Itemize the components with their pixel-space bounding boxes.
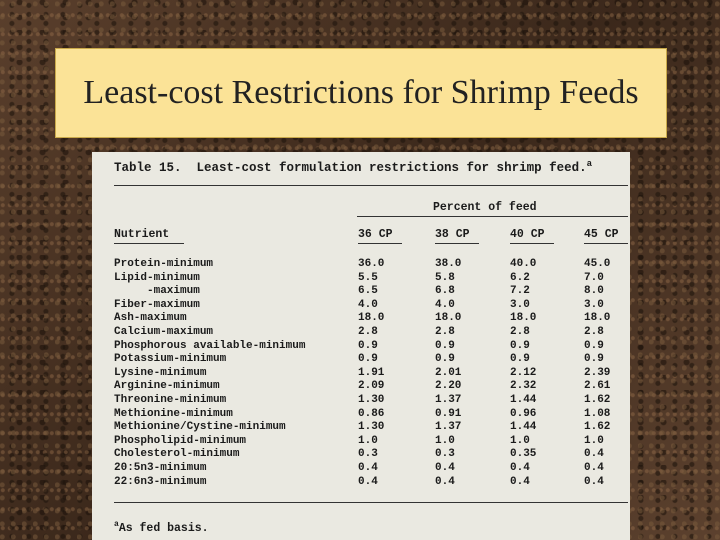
table-row: [114, 272, 630, 286]
value-cell: 0.86: [358, 407, 385, 420]
value-cell: 1.30: [358, 393, 385, 406]
table-footnote: [114, 520, 209, 535]
value-cell: 1.44: [510, 421, 537, 434]
value-cell: 0.9: [584, 339, 604, 352]
value-cell: 0.4: [358, 475, 378, 488]
value-cell: 0.4: [510, 475, 530, 488]
value-cell: 1.62: [584, 393, 611, 406]
value-cell: 0.9: [584, 353, 604, 366]
percent-of-feed-header: Percent of feed: [433, 201, 537, 214]
slide-title: Least-cost Restrictions for Shrimp Feeds: [83, 74, 639, 111]
table-row: [114, 285, 630, 299]
table-row: [114, 258, 630, 272]
nutrient-label: Cholesterol-minimum: [114, 448, 240, 461]
nutrient-label: 20:5n3-minimum: [114, 461, 207, 474]
value-cell: 2.8: [435, 325, 455, 338]
nutrient-label: 22:6n3-minimum: [114, 475, 207, 488]
footnote-text: As fed basis.: [118, 521, 209, 535]
value-cell: 2.8: [584, 325, 604, 338]
nutrient-label: Fiber-maximum: [114, 298, 200, 311]
percent-header-rule: [357, 216, 628, 217]
nutrient-label: Lysine-minimum: [114, 366, 207, 379]
value-cell: 2.20: [435, 380, 462, 393]
value-cell: 5.8: [435, 271, 455, 284]
table-row: [114, 394, 630, 408]
table-caption: [114, 159, 592, 175]
value-cell: 0.9: [358, 353, 378, 366]
value-cell: 0.4: [510, 461, 530, 474]
value-cell: 1.37: [435, 421, 462, 434]
value-cell: 8.0: [584, 285, 604, 298]
column-header-38cp: 38 CP: [435, 228, 470, 241]
column-header-45cp: 45 CP: [584, 228, 619, 241]
value-cell: 3.0: [510, 298, 530, 311]
footnote-mark: a: [114, 520, 119, 529]
table-row: [114, 340, 630, 354]
value-cell: 0.4: [584, 448, 604, 461]
value-cell: 0.4: [584, 475, 604, 488]
nutrient-label: Threonine-minimum: [114, 393, 227, 406]
value-cell: 0.4: [435, 461, 455, 474]
header-underline-38cp: [435, 243, 479, 244]
value-cell: 2.8: [510, 325, 530, 338]
nutrient-label: Calcium-maximum: [114, 325, 214, 338]
value-cell: 4.0: [435, 298, 455, 311]
nutrient-label: Ash-maximum: [114, 312, 187, 325]
header-underline-45cp: [584, 243, 628, 244]
value-cell: 1.08: [584, 407, 611, 420]
table-row: [114, 380, 630, 394]
value-cell: 4.0: [358, 298, 378, 311]
value-cell: 2.39: [584, 366, 611, 379]
value-cell: 1.62: [584, 421, 611, 434]
value-cell: 1.0: [435, 434, 455, 447]
header-underline-40cp: [510, 243, 554, 244]
table-row: [114, 326, 630, 340]
slide-title-box: [55, 48, 667, 138]
value-cell: 38.0: [435, 258, 462, 270]
value-cell: 1.0: [358, 434, 378, 447]
value-cell: 2.12: [510, 366, 537, 379]
value-cell: 2.32: [510, 380, 537, 393]
table-row: [114, 448, 630, 462]
value-cell: 0.35: [510, 448, 537, 461]
table-row: [114, 299, 630, 313]
value-cell: 40.0: [510, 258, 537, 270]
value-cell: 1.30: [358, 421, 385, 434]
value-cell: 1.37: [435, 393, 462, 406]
value-cell: 1.91: [358, 366, 385, 379]
nutrient-label: Methionine/Cystine-minimum: [114, 421, 286, 434]
value-cell: 0.3: [358, 448, 378, 461]
caption-footnote-mark: a: [586, 159, 592, 169]
value-cell: 0.9: [510, 353, 530, 366]
value-cell: 5.5: [358, 271, 378, 284]
value-cell: 0.9: [510, 339, 530, 352]
column-header-36cp: 36 CP: [358, 228, 393, 241]
value-cell: 2.01: [435, 366, 462, 379]
nutrient-label: Lipid-minimum: [114, 271, 200, 284]
nutrient-label: Protein-minimum: [114, 258, 214, 270]
value-cell: 2.61: [584, 380, 611, 393]
value-cell: 45.0: [584, 258, 611, 270]
value-cell: 0.96: [510, 407, 537, 420]
value-cell: 0.4: [358, 461, 378, 474]
nutrient-label: Methionine-minimum: [114, 407, 233, 420]
value-cell: 0.91: [435, 407, 462, 420]
header-underline-36cp: [358, 243, 402, 244]
top-rule: [114, 185, 628, 186]
table-row: [114, 421, 630, 435]
nutrient-label: Phospholipid-minimum: [114, 434, 247, 447]
nutrient-label: Arginine-minimum: [114, 380, 220, 393]
value-cell: 0.9: [435, 353, 455, 366]
value-cell: 18.0: [510, 312, 537, 325]
value-cell: 18.0: [584, 312, 611, 325]
value-cell: 0.9: [435, 339, 455, 352]
value-cell: 1.44: [510, 393, 537, 406]
value-cell: 36.0: [358, 258, 385, 270]
value-cell: 2.8: [358, 325, 378, 338]
table-caption-text: Table 15. Least-cost formulation restrictions for shrimp feed.: [114, 161, 587, 176]
value-cell: 0.4: [584, 461, 604, 474]
nutrient-label: Phosphorous available-minimum: [114, 339, 306, 352]
table-row: [114, 367, 630, 381]
value-cell: 3.0: [584, 298, 604, 311]
value-cell: 0.3: [435, 448, 455, 461]
value-cell: 1.0: [510, 434, 530, 447]
header-underline-nutrient: [114, 243, 184, 244]
table-row: [114, 353, 630, 367]
table-row: [114, 312, 630, 326]
table-row: [114, 435, 630, 449]
table-body: [114, 258, 630, 489]
table-row: [114, 476, 630, 490]
value-cell: 7.2: [510, 285, 530, 298]
table-row: [114, 462, 630, 476]
bottom-rule: [114, 502, 628, 503]
value-cell: 1.0: [584, 434, 604, 447]
value-cell: 0.4: [435, 475, 455, 488]
scanned-table-image: [92, 152, 630, 540]
column-header-40cp: 40 CP: [510, 228, 545, 241]
value-cell: 7.0: [584, 271, 604, 284]
value-cell: 18.0: [435, 312, 462, 325]
value-cell: 2.09: [358, 380, 385, 393]
value-cell: 6.5: [358, 285, 378, 298]
value-cell: 18.0: [358, 312, 385, 325]
table-row: [114, 408, 630, 422]
nutrient-column-header: Nutrient: [114, 228, 170, 241]
nutrient-label: Potassium-minimum: [114, 353, 227, 366]
value-cell: 6.8: [435, 285, 455, 298]
nutrient-label: -maximum: [114, 285, 200, 298]
value-cell: 6.2: [510, 271, 530, 284]
value-cell: 0.9: [358, 339, 378, 352]
